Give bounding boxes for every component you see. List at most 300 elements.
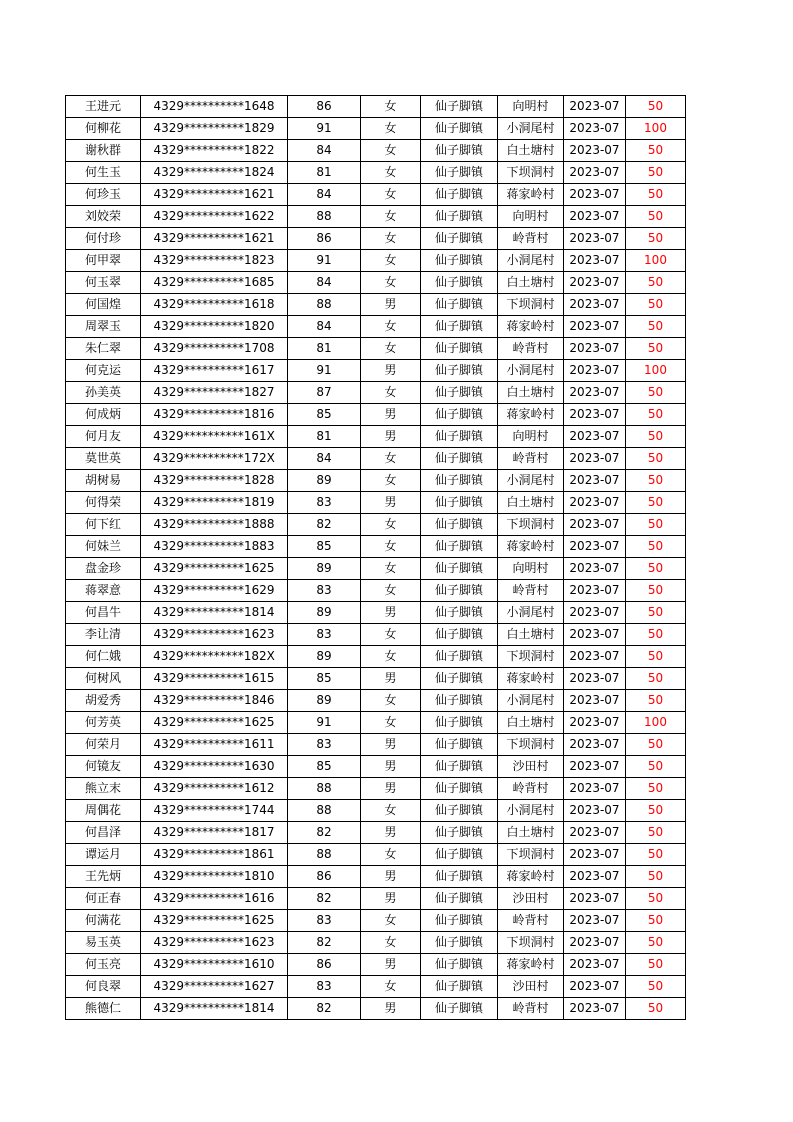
table-body (66, 96, 686, 1020)
town-cell: 仙子脚镇 (421, 866, 498, 888)
village-cell: 小洞尾村 (498, 470, 564, 492)
age-cell: 81 (288, 162, 361, 184)
table-row (66, 448, 686, 470)
age-cell: 81 (288, 338, 361, 360)
amount-cell: 50 (626, 228, 686, 250)
name-cell: 谢秋群 (66, 140, 141, 162)
name-cell: 谭运月 (66, 844, 141, 866)
age-cell: 84 (288, 184, 361, 206)
month-cell: 2023-07 (564, 910, 626, 932)
table-row (66, 888, 686, 910)
table-row (66, 976, 686, 998)
name-cell: 朱仁翠 (66, 338, 141, 360)
name-cell: 蒋翠意 (66, 580, 141, 602)
amount-cell: 50 (626, 448, 686, 470)
amount-cell: 50 (626, 184, 686, 206)
name-cell: 何生玉 (66, 162, 141, 184)
town-cell: 仙子脚镇 (421, 778, 498, 800)
town-cell: 仙子脚镇 (421, 96, 498, 118)
village-cell: 蒋家岭村 (498, 954, 564, 976)
month-cell: 2023-07 (564, 118, 626, 140)
town-cell: 仙子脚镇 (421, 910, 498, 932)
amount-cell: 50 (626, 646, 686, 668)
gender-cell: 女 (361, 184, 421, 206)
table-row (66, 734, 686, 756)
amount-cell: 50 (626, 778, 686, 800)
town-cell: 仙子脚镇 (421, 250, 498, 272)
village-cell: 向明村 (498, 558, 564, 580)
village-cell: 岭背村 (498, 998, 564, 1020)
town-cell: 仙子脚镇 (421, 162, 498, 184)
amount-cell: 100 (626, 250, 686, 272)
town-cell: 仙子脚镇 (421, 382, 498, 404)
amount-cell: 50 (626, 954, 686, 976)
age-cell: 89 (288, 558, 361, 580)
amount-cell: 50 (626, 690, 686, 712)
age-cell: 82 (288, 514, 361, 536)
id-cell: 4329**********1618 (141, 294, 288, 316)
id-cell: 4329**********1810 (141, 866, 288, 888)
age-cell: 83 (288, 492, 361, 514)
month-cell: 2023-07 (564, 514, 626, 536)
name-cell: 何仁娥 (66, 646, 141, 668)
table-row (66, 140, 686, 162)
table-row (66, 206, 686, 228)
town-cell: 仙子脚镇 (421, 844, 498, 866)
month-cell: 2023-07 (564, 932, 626, 954)
month-cell: 2023-07 (564, 382, 626, 404)
town-cell: 仙子脚镇 (421, 360, 498, 382)
age-cell: 91 (288, 250, 361, 272)
age-cell: 89 (288, 690, 361, 712)
age-cell: 88 (288, 844, 361, 866)
name-cell: 熊立末 (66, 778, 141, 800)
age-cell: 86 (288, 866, 361, 888)
gender-cell: 女 (361, 624, 421, 646)
amount-cell: 50 (626, 514, 686, 536)
id-cell: 4329**********1827 (141, 382, 288, 404)
table-row (66, 602, 686, 624)
amount-cell: 50 (626, 316, 686, 338)
id-cell: 4329**********1820 (141, 316, 288, 338)
amount-cell: 50 (626, 800, 686, 822)
id-cell: 4329**********161X (141, 426, 288, 448)
age-cell: 84 (288, 140, 361, 162)
id-cell: 4329**********1824 (141, 162, 288, 184)
month-cell: 2023-07 (564, 536, 626, 558)
gender-cell: 女 (361, 558, 421, 580)
month-cell: 2023-07 (564, 954, 626, 976)
town-cell: 仙子脚镇 (421, 580, 498, 602)
gender-cell: 女 (361, 690, 421, 712)
month-cell: 2023-07 (564, 558, 626, 580)
id-cell: 4329**********1625 (141, 712, 288, 734)
id-cell: 4329**********1814 (141, 998, 288, 1020)
town-cell: 仙子脚镇 (421, 690, 498, 712)
id-cell: 4329**********1625 (141, 558, 288, 580)
age-cell: 86 (288, 228, 361, 250)
month-cell: 2023-07 (564, 822, 626, 844)
age-cell: 83 (288, 734, 361, 756)
name-cell: 何克运 (66, 360, 141, 382)
name-cell: 刘姣荣 (66, 206, 141, 228)
amount-cell: 50 (626, 96, 686, 118)
month-cell: 2023-07 (564, 294, 626, 316)
age-cell: 82 (288, 932, 361, 954)
age-cell: 91 (288, 360, 361, 382)
village-cell: 小洞尾村 (498, 690, 564, 712)
town-cell: 仙子脚镇 (421, 514, 498, 536)
month-cell: 2023-07 (564, 206, 626, 228)
table-row (66, 866, 686, 888)
gender-cell: 女 (361, 382, 421, 404)
gender-cell: 男 (361, 734, 421, 756)
village-cell: 下坝洞村 (498, 844, 564, 866)
gender-cell: 男 (361, 404, 421, 426)
town-cell: 仙子脚镇 (421, 712, 498, 734)
town-cell: 仙子脚镇 (421, 184, 498, 206)
gender-cell: 男 (361, 822, 421, 844)
month-cell: 2023-07 (564, 602, 626, 624)
age-cell: 91 (288, 118, 361, 140)
name-cell: 王进元 (66, 96, 141, 118)
village-cell: 小洞尾村 (498, 250, 564, 272)
village-cell: 白土塘村 (498, 140, 564, 162)
town-cell: 仙子脚镇 (421, 294, 498, 316)
amount-cell: 50 (626, 668, 686, 690)
village-cell: 蒋家岭村 (498, 184, 564, 206)
amount-cell: 50 (626, 558, 686, 580)
table-row (66, 294, 686, 316)
gender-cell: 男 (361, 360, 421, 382)
month-cell: 2023-07 (564, 712, 626, 734)
amount-cell: 50 (626, 536, 686, 558)
age-cell: 87 (288, 382, 361, 404)
gender-cell: 女 (361, 448, 421, 470)
month-cell: 2023-07 (564, 888, 626, 910)
id-cell: 4329**********1621 (141, 228, 288, 250)
village-cell: 沙田村 (498, 756, 564, 778)
age-cell: 89 (288, 602, 361, 624)
gender-cell: 男 (361, 492, 421, 514)
age-cell: 85 (288, 668, 361, 690)
table-row (66, 404, 686, 426)
month-cell: 2023-07 (564, 272, 626, 294)
village-cell: 蒋家岭村 (498, 866, 564, 888)
name-cell: 周偶花 (66, 800, 141, 822)
table-row (66, 756, 686, 778)
village-cell: 沙田村 (498, 976, 564, 998)
table-row (66, 580, 686, 602)
name-cell: 周翠玉 (66, 316, 141, 338)
month-cell: 2023-07 (564, 492, 626, 514)
amount-cell: 50 (626, 756, 686, 778)
village-cell: 蒋家岭村 (498, 404, 564, 426)
table-row (66, 932, 686, 954)
month-cell: 2023-07 (564, 778, 626, 800)
village-cell: 岭背村 (498, 228, 564, 250)
id-cell: 4329**********1627 (141, 976, 288, 998)
village-cell: 白土塘村 (498, 272, 564, 294)
name-cell: 何良翠 (66, 976, 141, 998)
village-cell: 下坝洞村 (498, 162, 564, 184)
id-cell: 4329**********1623 (141, 932, 288, 954)
month-cell: 2023-07 (564, 140, 626, 162)
month-cell: 2023-07 (564, 734, 626, 756)
id-cell: 4329**********1621 (141, 184, 288, 206)
month-cell: 2023-07 (564, 316, 626, 338)
name-cell: 何玉亮 (66, 954, 141, 976)
table-row (66, 668, 686, 690)
village-cell: 小洞尾村 (498, 800, 564, 822)
month-cell: 2023-07 (564, 646, 626, 668)
village-cell: 白土塘村 (498, 382, 564, 404)
name-cell: 熊德仁 (66, 998, 141, 1020)
gender-cell: 女 (361, 976, 421, 998)
village-cell: 下坝洞村 (498, 294, 564, 316)
month-cell: 2023-07 (564, 184, 626, 206)
age-cell: 83 (288, 624, 361, 646)
table-row (66, 822, 686, 844)
gender-cell: 男 (361, 998, 421, 1020)
table-row (66, 536, 686, 558)
table-row (66, 360, 686, 382)
table-row (66, 118, 686, 140)
amount-cell: 100 (626, 360, 686, 382)
table-row (66, 778, 686, 800)
table-row (66, 712, 686, 734)
amount-cell: 50 (626, 492, 686, 514)
table-row (66, 624, 686, 646)
name-cell: 何付珍 (66, 228, 141, 250)
gender-cell: 女 (361, 118, 421, 140)
month-cell: 2023-07 (564, 976, 626, 998)
gender-cell: 男 (361, 866, 421, 888)
month-cell: 2023-07 (564, 162, 626, 184)
age-cell: 88 (288, 800, 361, 822)
age-cell: 89 (288, 646, 361, 668)
id-cell: 4329**********1622 (141, 206, 288, 228)
gender-cell: 男 (361, 602, 421, 624)
id-cell: 4329**********1888 (141, 514, 288, 536)
amount-cell: 100 (626, 118, 686, 140)
table-row (66, 228, 686, 250)
id-cell: 4329**********1629 (141, 580, 288, 602)
age-cell: 86 (288, 96, 361, 118)
table-row (66, 96, 686, 118)
amount-cell: 50 (626, 382, 686, 404)
id-cell: 4329**********1828 (141, 470, 288, 492)
table-row (66, 470, 686, 492)
table-row (66, 382, 686, 404)
table-row (66, 800, 686, 822)
id-cell: 4329**********1823 (141, 250, 288, 272)
amount-cell: 50 (626, 844, 686, 866)
gender-cell: 男 (361, 778, 421, 800)
amount-cell: 50 (626, 624, 686, 646)
age-cell: 84 (288, 272, 361, 294)
table-row (66, 316, 686, 338)
name-cell: 何镜友 (66, 756, 141, 778)
gender-cell: 女 (361, 316, 421, 338)
gender-cell: 男 (361, 756, 421, 778)
name-cell: 胡爱秀 (66, 690, 141, 712)
month-cell: 2023-07 (564, 800, 626, 822)
name-cell: 何满花 (66, 910, 141, 932)
amount-cell: 50 (626, 932, 686, 954)
age-cell: 84 (288, 448, 361, 470)
id-cell: 4329**********1648 (141, 96, 288, 118)
name-cell: 何昌牛 (66, 602, 141, 624)
village-cell: 小洞尾村 (498, 602, 564, 624)
town-cell: 仙子脚镇 (421, 558, 498, 580)
village-cell: 白土塘村 (498, 712, 564, 734)
id-cell: 4329**********1846 (141, 690, 288, 712)
gender-cell: 女 (361, 514, 421, 536)
table-row (66, 492, 686, 514)
amount-cell: 50 (626, 976, 686, 998)
amount-cell: 50 (626, 866, 686, 888)
town-cell: 仙子脚镇 (421, 206, 498, 228)
name-cell: 莫世英 (66, 448, 141, 470)
town-cell: 仙子脚镇 (421, 448, 498, 470)
id-cell: 4329**********1817 (141, 822, 288, 844)
village-cell: 蒋家岭村 (498, 316, 564, 338)
town-cell: 仙子脚镇 (421, 272, 498, 294)
age-cell: 89 (288, 470, 361, 492)
id-cell: 4329**********1816 (141, 404, 288, 426)
id-cell: 4329**********1883 (141, 536, 288, 558)
town-cell: 仙子脚镇 (421, 822, 498, 844)
village-cell: 向明村 (498, 206, 564, 228)
gender-cell: 女 (361, 250, 421, 272)
age-cell: 86 (288, 954, 361, 976)
records-table (65, 95, 686, 1020)
month-cell: 2023-07 (564, 844, 626, 866)
id-cell: 4329**********1708 (141, 338, 288, 360)
month-cell: 2023-07 (564, 96, 626, 118)
town-cell: 仙子脚镇 (421, 228, 498, 250)
gender-cell: 男 (361, 888, 421, 910)
village-cell: 蒋家岭村 (498, 536, 564, 558)
amount-cell: 50 (626, 998, 686, 1020)
month-cell: 2023-07 (564, 360, 626, 382)
village-cell: 白土塘村 (498, 822, 564, 844)
age-cell: 91 (288, 712, 361, 734)
village-cell: 小洞尾村 (498, 118, 564, 140)
age-cell: 82 (288, 998, 361, 1020)
id-cell: 4329**********1685 (141, 272, 288, 294)
gender-cell: 女 (361, 470, 421, 492)
table-row (66, 184, 686, 206)
amount-cell: 100 (626, 712, 686, 734)
name-cell: 何下红 (66, 514, 141, 536)
amount-cell: 50 (626, 910, 686, 932)
village-cell: 岭背村 (498, 580, 564, 602)
gender-cell: 女 (361, 228, 421, 250)
name-cell: 何珍玉 (66, 184, 141, 206)
id-cell: 4329**********1612 (141, 778, 288, 800)
month-cell: 2023-07 (564, 866, 626, 888)
table-row (66, 514, 686, 536)
town-cell: 仙子脚镇 (421, 646, 498, 668)
amount-cell: 50 (626, 580, 686, 602)
gender-cell: 女 (361, 580, 421, 602)
id-cell: 4329**********1814 (141, 602, 288, 624)
id-cell: 4329**********1829 (141, 118, 288, 140)
name-cell: 何昌泽 (66, 822, 141, 844)
month-cell: 2023-07 (564, 756, 626, 778)
town-cell: 仙子脚镇 (421, 888, 498, 910)
age-cell: 83 (288, 976, 361, 998)
amount-cell: 50 (626, 470, 686, 492)
age-cell: 83 (288, 910, 361, 932)
village-cell: 向明村 (498, 96, 564, 118)
village-cell: 沙田村 (498, 888, 564, 910)
amount-cell: 50 (626, 338, 686, 360)
gender-cell: 男 (361, 294, 421, 316)
name-cell: 盘金珍 (66, 558, 141, 580)
amount-cell: 50 (626, 888, 686, 910)
town-cell: 仙子脚镇 (421, 492, 498, 514)
age-cell: 85 (288, 536, 361, 558)
town-cell: 仙子脚镇 (421, 668, 498, 690)
name-cell: 胡树易 (66, 470, 141, 492)
name-cell: 何荣月 (66, 734, 141, 756)
month-cell: 2023-07 (564, 404, 626, 426)
id-cell: 4329**********182X (141, 646, 288, 668)
town-cell: 仙子脚镇 (421, 118, 498, 140)
village-cell: 岭背村 (498, 448, 564, 470)
name-cell: 何甲翠 (66, 250, 141, 272)
gender-cell: 女 (361, 712, 421, 734)
gender-cell: 男 (361, 954, 421, 976)
town-cell: 仙子脚镇 (421, 140, 498, 162)
month-cell: 2023-07 (564, 690, 626, 712)
name-cell: 何国煌 (66, 294, 141, 316)
town-cell: 仙子脚镇 (421, 998, 498, 1020)
age-cell: 84 (288, 316, 361, 338)
id-cell: 4329**********1861 (141, 844, 288, 866)
name-cell: 何月友 (66, 426, 141, 448)
table-row (66, 558, 686, 580)
town-cell: 仙子脚镇 (421, 800, 498, 822)
table-row (66, 272, 686, 294)
table-row (66, 954, 686, 976)
id-cell: 4329**********1623 (141, 624, 288, 646)
town-cell: 仙子脚镇 (421, 338, 498, 360)
table-row (66, 910, 686, 932)
town-cell: 仙子脚镇 (421, 470, 498, 492)
village-cell: 岭背村 (498, 778, 564, 800)
town-cell: 仙子脚镇 (421, 602, 498, 624)
village-cell: 蒋家岭村 (498, 668, 564, 690)
age-cell: 88 (288, 294, 361, 316)
name-cell: 何正春 (66, 888, 141, 910)
id-cell: 4329**********1611 (141, 734, 288, 756)
village-cell: 岭背村 (498, 338, 564, 360)
table-row (66, 690, 686, 712)
month-cell: 2023-07 (564, 426, 626, 448)
town-cell: 仙子脚镇 (421, 404, 498, 426)
town-cell: 仙子脚镇 (421, 976, 498, 998)
age-cell: 82 (288, 822, 361, 844)
table-row (66, 646, 686, 668)
gender-cell: 男 (361, 668, 421, 690)
village-cell: 白土塘村 (498, 624, 564, 646)
name-cell: 何柳花 (66, 118, 141, 140)
age-cell: 83 (288, 580, 361, 602)
